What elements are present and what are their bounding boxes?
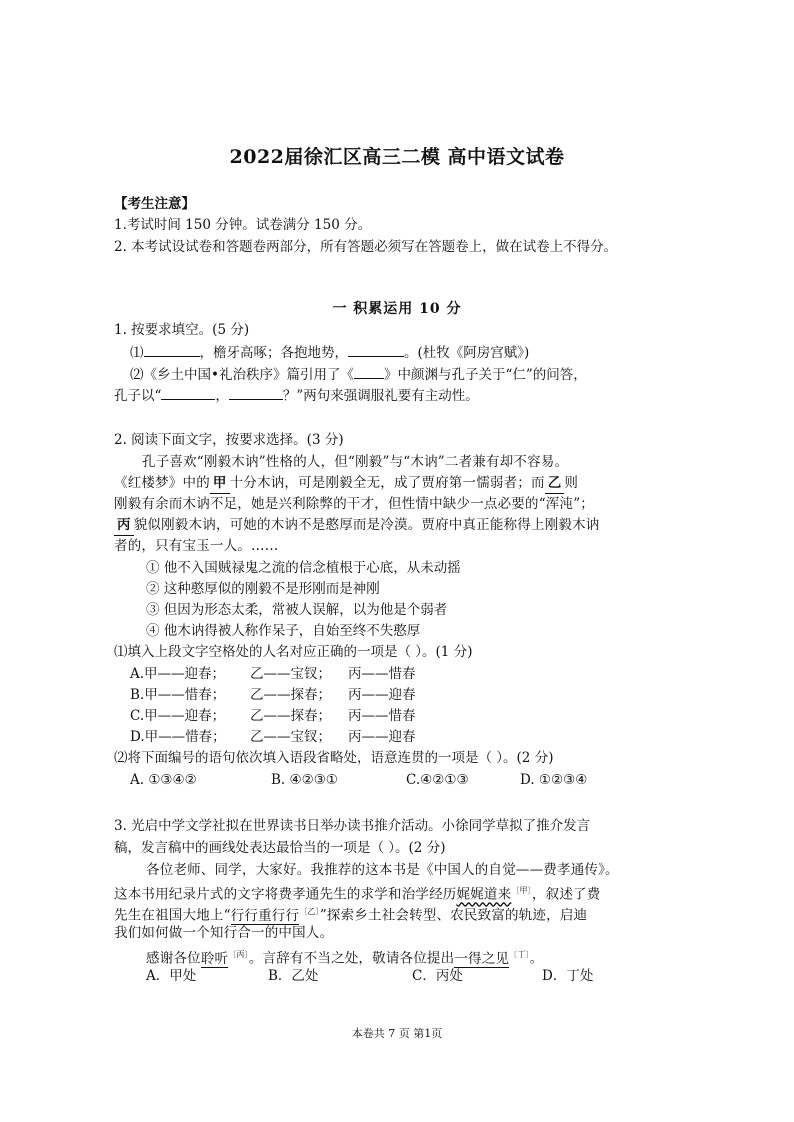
q1-part2-cont: 孔子以“ ， ？”两句来强调服礼要有主动性。: [114, 385, 479, 406]
q1-blank-5[interactable]: [229, 385, 283, 400]
q2-passage-line-3: 刚毅有余而木讷不足，她是兴利除弊的干才，但性情中缺少一点必要的“浑沌”；: [114, 496, 595, 512]
q1-blank-4[interactable]: [161, 385, 215, 400]
q2-sub2-option-d[interactable]: D. ①②③④: [520, 772, 588, 788]
q3-options: [146, 966, 593, 986]
q1-part2: ⑵《乡土中国•礼治秩序》篇引用了《 》中颜渊与孔子关于“仁”的问答，: [130, 364, 587, 385]
q2-sub2-option-b[interactable]: B. ④②③①: [271, 772, 338, 788]
q3-speech-line-5: 感谢各位聆听$^{〔丙〕}$。言辞有不当之处，敬请各位提出一得之见$^{〔丁〕}$。: [146, 950, 544, 967]
underline-yi: 行行重行行: [230, 907, 300, 924]
q2-passage-line-1: 孔子喜欢“刚毅木讷”性格的人，但“刚毅”与“木讷”二者兼有却不容易。: [142, 454, 569, 470]
blank-yi: 乙: [545, 473, 565, 494]
q2-option-a[interactable]: A.甲——迎春； 乙——宝钗； 丙——惜春: [130, 666, 416, 682]
q3-speech-line-2: 这本书用纪录片式的文字将费孝通先生的求学和治学经历娓娓道来$^{〔甲〕}$，叙述了费: [114, 886, 601, 903]
q2-sentence-1: ① 他不入国贼禄鬼之流的信念植根于心底，从未动摇: [146, 560, 461, 576]
q2-option-d[interactable]: D.甲——惜春； 乙——宝钗； 丙——迎春: [130, 729, 416, 745]
q2-sub2-options: [130, 770, 587, 790]
q3-speech-line-3: 先生在祖国大地上“行行重行行$^{〔乙〕}$”探索乡土社会转型、农民致富的轨迹，启迪: [114, 907, 588, 924]
q3-speech-line-4: 我们如何做一个知行合一的中国人。: [114, 925, 334, 941]
q2-option-b[interactable]: B.甲——惜春； 乙——探春； 丙——迎春: [130, 687, 416, 703]
q3-option-b[interactable]: B．乙处: [268, 968, 319, 984]
notice-item-1: 1.考试时间 150 分钟。试卷满分 150 分。: [114, 217, 372, 233]
q3-option-c[interactable]: C．丙处: [412, 968, 463, 984]
q2-option-c[interactable]: C.甲——迎春； 乙——探春； 丙——惜春: [130, 708, 416, 724]
q2-stem: 2. 阅读下面文字，按要求选择。(3 分): [114, 432, 344, 448]
blank-jia: 甲: [210, 473, 230, 494]
q1-blank-1[interactable]: [144, 342, 200, 357]
q3-speech-line-1: 各位老师、同学，大家好。我推荐的这本书是《中国人的自觉——费孝通传》。: [146, 862, 619, 878]
q2-passage-line-5: 者的，只有宝玉一人。……: [114, 538, 279, 554]
notice-heading: 【考生注意】: [114, 196, 195, 212]
blank-bing: 丙: [114, 515, 134, 536]
q1-blank-2[interactable]: [348, 342, 404, 357]
underline-jia: 娓娓道来: [456, 886, 512, 903]
q1-stem: 1. 按要求填空。(5 分): [114, 322, 250, 338]
exam-title: 2022届徐汇区高三二模 高中语文试卷: [229, 146, 565, 168]
underline-ding: 一得之见: [454, 950, 510, 967]
q1-part1: ⑴ ，檐牙高啄；各抱地势， 。(杜牧《阿房宫赋》): [130, 342, 529, 363]
q2-sub1: ⑴填入上段文字空格处的人名对应正确的一项是（ ）。(1 分): [114, 644, 473, 660]
q2-sentence-3: ③ 但因为形态太柔，常被人误解，以为他是个弱者: [146, 602, 448, 618]
q2-sentence-2: ② 这种憨厚似的刚毅不是形刚而是神刚: [146, 581, 380, 597]
q2-passage-line-4: 丙 貌似刚毅木讷，可她的木讷不是憨厚而是冷漠。贾府中真正能称得上刚毅木讷: [114, 515, 600, 536]
q3-stem-1: 3. 光启中学文学社拟在世界读书日举办读书推介活动。小徐同学草拟了推介发言: [114, 818, 591, 834]
q1-blank-3[interactable]: [354, 364, 384, 379]
q3-option-a[interactable]: A．甲处: [146, 968, 197, 984]
q2-sub2-option-a[interactable]: A. ①③④②: [130, 772, 197, 788]
section-title: 一 积累运用 10 分: [332, 301, 462, 317]
page-footer: 本卷共 7 页 第1页: [351, 1027, 443, 1040]
notice-item-2: 2. 本考试设试卷和答题卷两部分，所有答题必须写在答题卷上，做在试卷上不得分。: [114, 239, 618, 255]
underline-bing: 聆听: [200, 950, 229, 967]
q2-sentence-4: ④ 他木讷得被人称作呆子，自始至终不失憨厚: [146, 623, 421, 639]
q2-sub2-option-c[interactable]: C.④②①③: [406, 772, 469, 788]
q3-option-d[interactable]: D．丁处: [542, 968, 594, 984]
q2-passage-line-2: 《红楼梦》中的 甲 十分木讷，可是刚毅全无，成了贾府第一懦弱者；而 乙 则: [114, 473, 578, 494]
q3-stem-2: 稿，发言稿中的画线处表达最恰当的一项是（ ）。(2 分): [114, 840, 446, 856]
q2-sub2: ⑵将下面编号的语句依次填入语段省略处，语意连贯的一项是（ ）。(2 分): [114, 750, 554, 766]
